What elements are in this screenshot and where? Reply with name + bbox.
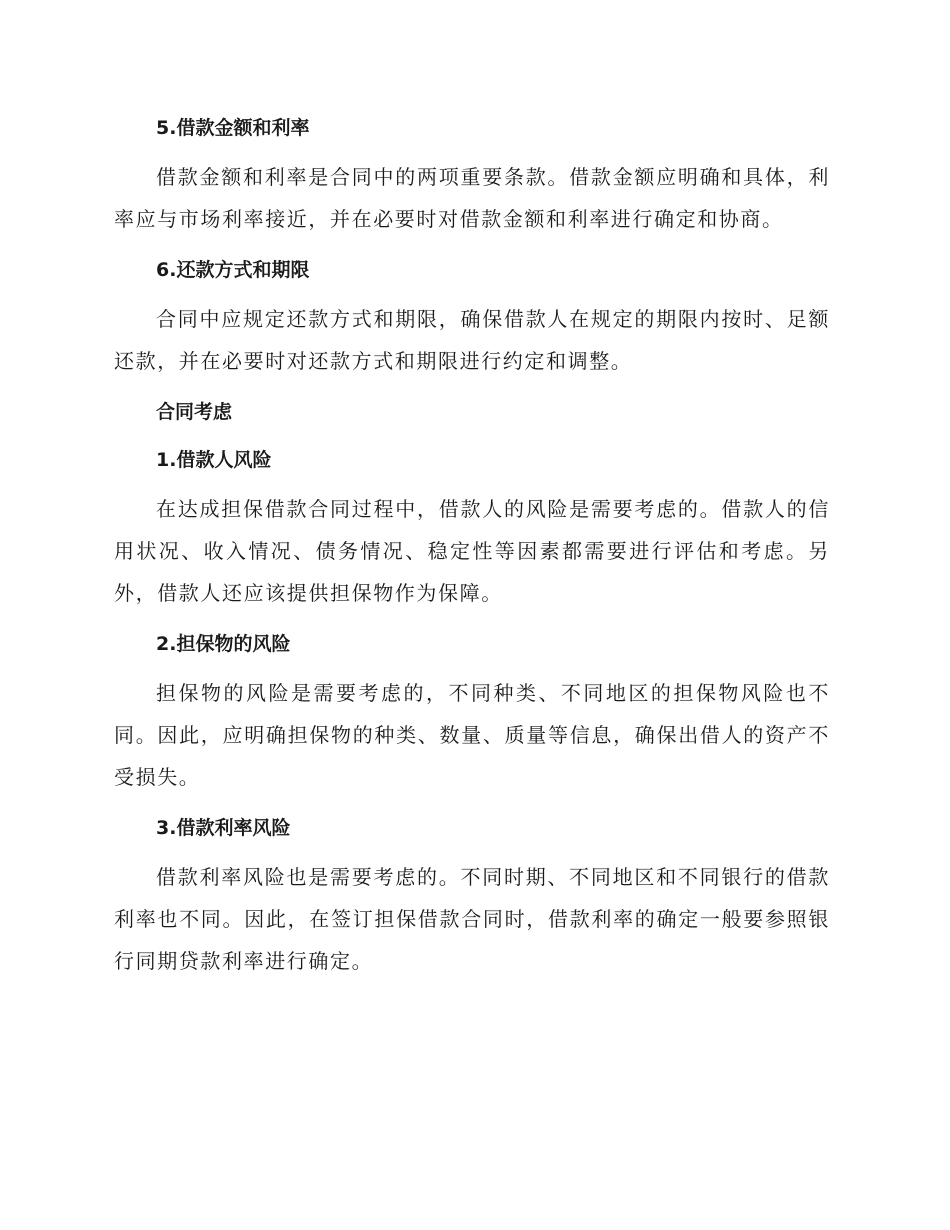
section-heading-interest-rate-risk: 3.借款利率风险 (156, 817, 291, 839)
section-heading-loan-amount-rate: 5.借款金额和利率 (156, 117, 310, 139)
section-paragraph-repayment: 合同中应规定还款方式和期限，确保借款人在规定的期限内按时、足额还款，并在必要时对还款方式和期限进行约定和调整。 (114, 307, 830, 373)
section-heading-borrower-risk: 1.借款人风险 (156, 449, 272, 471)
section-heading-collateral-risk: 2.担保物的风险 (156, 633, 291, 655)
document-body (114, 108, 830, 982)
section-paragraph-borrower-risk: 在达成担保借款合同过程中，借款人的风险是需要考虑的。借款人的信用状况、收入情况、债务情况、稳定性等因素都需要进行评估和考虑。另外，借款人还应该提供担保物作为保障。 (114, 497, 830, 605)
section-heading-repayment: 6.还款方式和期限 (156, 259, 310, 281)
section-paragraph-interest-rate-risk: 借款利率风险也是需要考虑的。不同时期、不同地区和不同银行的借款利率也不同。因此，在签订担保借款合同时，借款利率的确定一般要参照银行同期贷款利率进行确定。 (114, 865, 830, 973)
section-heading-contract-considerations: 合同考虑 (156, 401, 233, 423)
section-paragraph-loan-amount-rate: 借款金额和利率是合同中的两项重要条款。借款金额应明确和具体，利率应与市场利率接近，并在必要时对借款金额和利率进行确定和协商。 (114, 165, 830, 231)
section-paragraph-collateral-risk: 担保物的风险是需要考虑的，不同种类、不同地区的担保物风险也不同。因此，应明确担保物的种类、数量、质量等信息，确保出借人的资产不受损失。 (114, 681, 830, 789)
